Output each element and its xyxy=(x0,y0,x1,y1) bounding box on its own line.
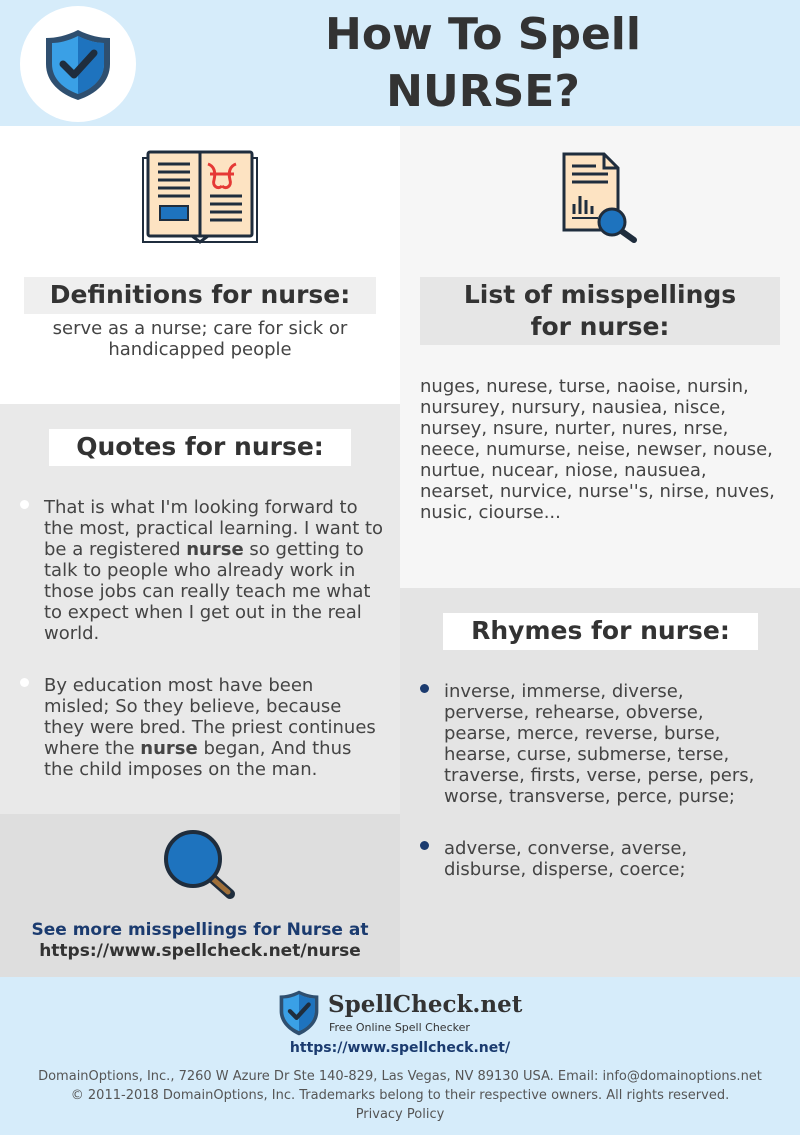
misspellings-list: nuges, nurese, turse, naoise, nursin, nursurey, nursury, nausiea, nisce, nursey, nsure, nurter, nures, nrse, neece, numurse, neise, newser, nouse, nurtue, nucear, niose, nausuea, nearset, nurvice, nurse''s, nirse, nuves, nusic, ciourse... xyxy=(420,376,775,523)
bullet-icon xyxy=(420,841,429,850)
page-title xyxy=(240,6,726,120)
definition-text: serve as a nurse; care for sick or handicapped people xyxy=(52,318,348,360)
misspellings-heading-line1: List of misspellings xyxy=(463,280,737,309)
quotes-heading: Quotes for nurse: xyxy=(76,432,324,461)
quotes-heading-box xyxy=(49,429,351,466)
logo[interactable] xyxy=(20,6,136,122)
document-magnifier-icon xyxy=(560,150,640,244)
bullet-icon xyxy=(20,678,29,687)
brand-name[interactable]: SpellCheck.net xyxy=(328,991,523,1018)
copyright-text: © 2011-2018 DomainOptions, Inc. Trademarks belong to their respective owners. All rights reserved. xyxy=(70,1088,730,1103)
brand-url-link[interactable]: https://www.spellcheck.net/ xyxy=(289,1040,511,1056)
misspellings-heading-line2: for nurse: xyxy=(530,312,670,341)
company-address: DomainOptions, Inc., 7260 W Azure Dr Ste 140-829, Las Vegas, NV 89130 USA. Email: info@domainoptions.net xyxy=(38,1069,762,1084)
see-more-line1: See more misspellings for Nurse at xyxy=(31,920,369,940)
shield-check-icon xyxy=(40,26,116,102)
definitions-heading: Definitions for nurse: xyxy=(49,280,351,309)
quote-keyword: nurse xyxy=(186,539,244,560)
misspellings-heading xyxy=(420,277,780,343)
quote-text-after: began, And thus the child imposes on the man. xyxy=(44,738,352,780)
definitions-heading-box xyxy=(24,277,376,314)
privacy-policy-link[interactable]: Privacy Policy xyxy=(355,1107,445,1122)
see-more-url[interactable]: https://www.spellcheck.net/nurse xyxy=(39,941,361,961)
brand-tagline: Free Online Spell Checker xyxy=(329,1021,470,1034)
see-more-link[interactable] xyxy=(20,920,380,962)
rhyme-item: inverse, immerse, diverse, perverse, rehearse, obverse, pearse, merce, reverse, burse, hearse, curse, submerse, terse, traverse, firsts, verse, perse, pers, worse, transverse, perce, purse; xyxy=(444,681,755,807)
open-book-icon xyxy=(142,150,258,244)
quote-text-before: By education most have been misled; So they believe, because they were bred. The priest continues where the xyxy=(44,675,376,759)
quote-text-after: so getting to talk to people who already work in those jobs can really teach me what to expect when I get out in the real world. xyxy=(44,539,371,644)
quote-item xyxy=(44,675,384,780)
quote-keyword: nurse xyxy=(140,738,198,759)
quote-text-before: That is what I'm looking forward to the most, practical learning. I want to be a registered xyxy=(44,497,384,560)
shield-check-icon xyxy=(276,988,322,1038)
quote-item xyxy=(44,497,384,644)
page-title-line2: NURSE? xyxy=(386,66,580,117)
page-title-line1: How To Spell xyxy=(325,9,641,60)
rhyme-item: adverse, converse, averse, disburse, disperse, coerce; xyxy=(444,838,688,880)
rhymes-heading: Rhymes for nurse: xyxy=(471,616,730,645)
bullet-icon xyxy=(20,500,29,509)
bullet-icon xyxy=(420,684,429,693)
misspellings-heading-box xyxy=(420,277,780,345)
rhymes-heading-box xyxy=(443,613,758,650)
magnifying-glass-icon[interactable] xyxy=(162,828,238,902)
